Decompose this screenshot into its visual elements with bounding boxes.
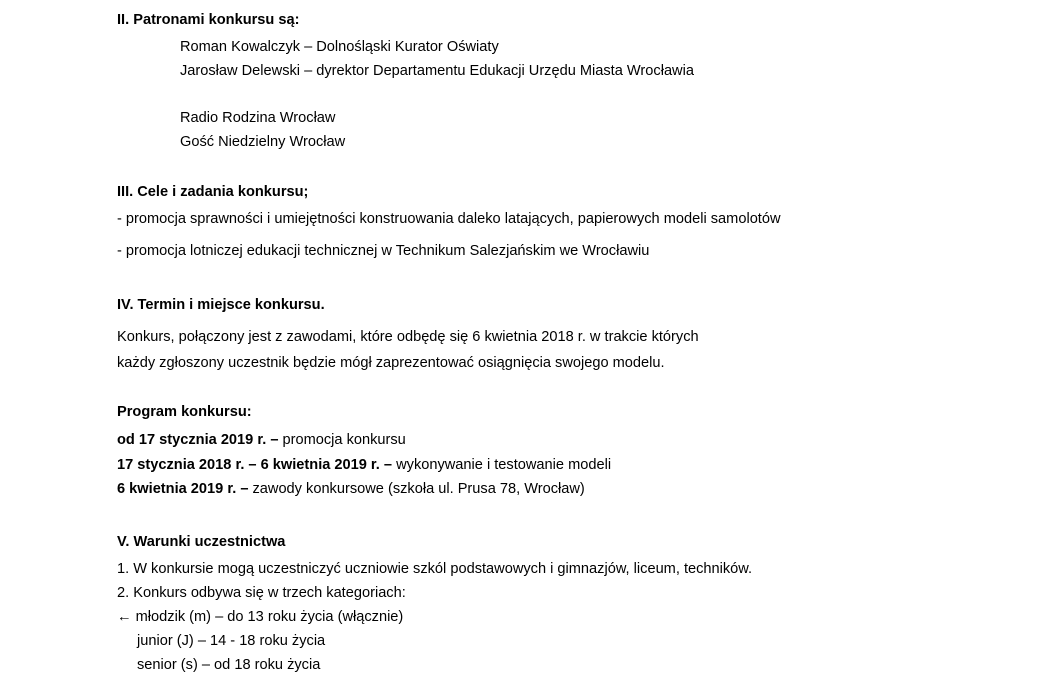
section-heading-participation: V. Warunki uczestnictwa [117,534,286,550]
paragraph-line: każdy zgłoszony uczestnik będzie mógł zaprezentować osiągnięcia swojego modelu. [117,355,665,371]
program-row [117,433,406,448]
category-item: ← młodzik (m) – do 13 roku życia (włącznie) [117,609,404,625]
patron-line: Roman Kowalczyk – Dolnośląski Kurator Oświaty [180,39,499,55]
program-heading: Program konkursu: [117,404,252,420]
program-row [117,482,585,497]
category-item: junior (J) – 14 - 18 roku życia [137,633,326,649]
program-row-date: od 17 stycznia 2019 r. – [117,432,279,448]
goal-item: - promocja lotniczej edukacji technicznej w Technikum Salezjańskim we Wrocławiu [117,243,650,259]
goal-item: - promocja sprawności i umiejętności konstruowania daleko latających, papierowych modeli samolotów [117,211,781,227]
patron-line: Jarosław Delewski – dyrektor Departamentu Edukacji Urzędu Miasta Wrocławia [180,63,694,79]
condition-item: 2. Konkurs odbywa się w trzech kategoriach: [117,585,406,601]
program-row-date: 6 kwietnia 2019 r. – [117,481,249,497]
category-item: senior (s) – od 18 roku życia [137,657,321,673]
section-heading-date-place: IV. Termin i miejsce konkursu. [117,297,325,313]
program-row-desc: promocja konkursu [278,432,406,448]
program-row-desc: zawody konkursowe (szkoła ul. Prusa 78, Wrocław) [248,481,585,497]
program-row-desc: wykonywanie i testowanie modeli [392,457,612,473]
media-patron-line: Radio Rodzina Wrocław [180,110,336,126]
paragraph-line: Konkurs, połączony jest z zawodami, które odbędę się 6 kwietnia 2018 r. w trakcie których [117,329,699,345]
section-heading-goals: III. Cele i zadania konkursu; [117,184,309,200]
condition-item: 1. W konkursie mogą uczestniczyć uczniowie szkól podstawowych i gimnazjów, liceum, techników. [117,561,753,577]
program-row-date: 17 stycznia 2018 r. – 6 kwietnia 2019 r. – [117,457,393,473]
media-patron-line: Gość Niedzielny Wrocław [180,134,346,150]
section-heading-patrons: II. Patronami konkursu są: [117,12,300,28]
program-row [117,458,611,473]
